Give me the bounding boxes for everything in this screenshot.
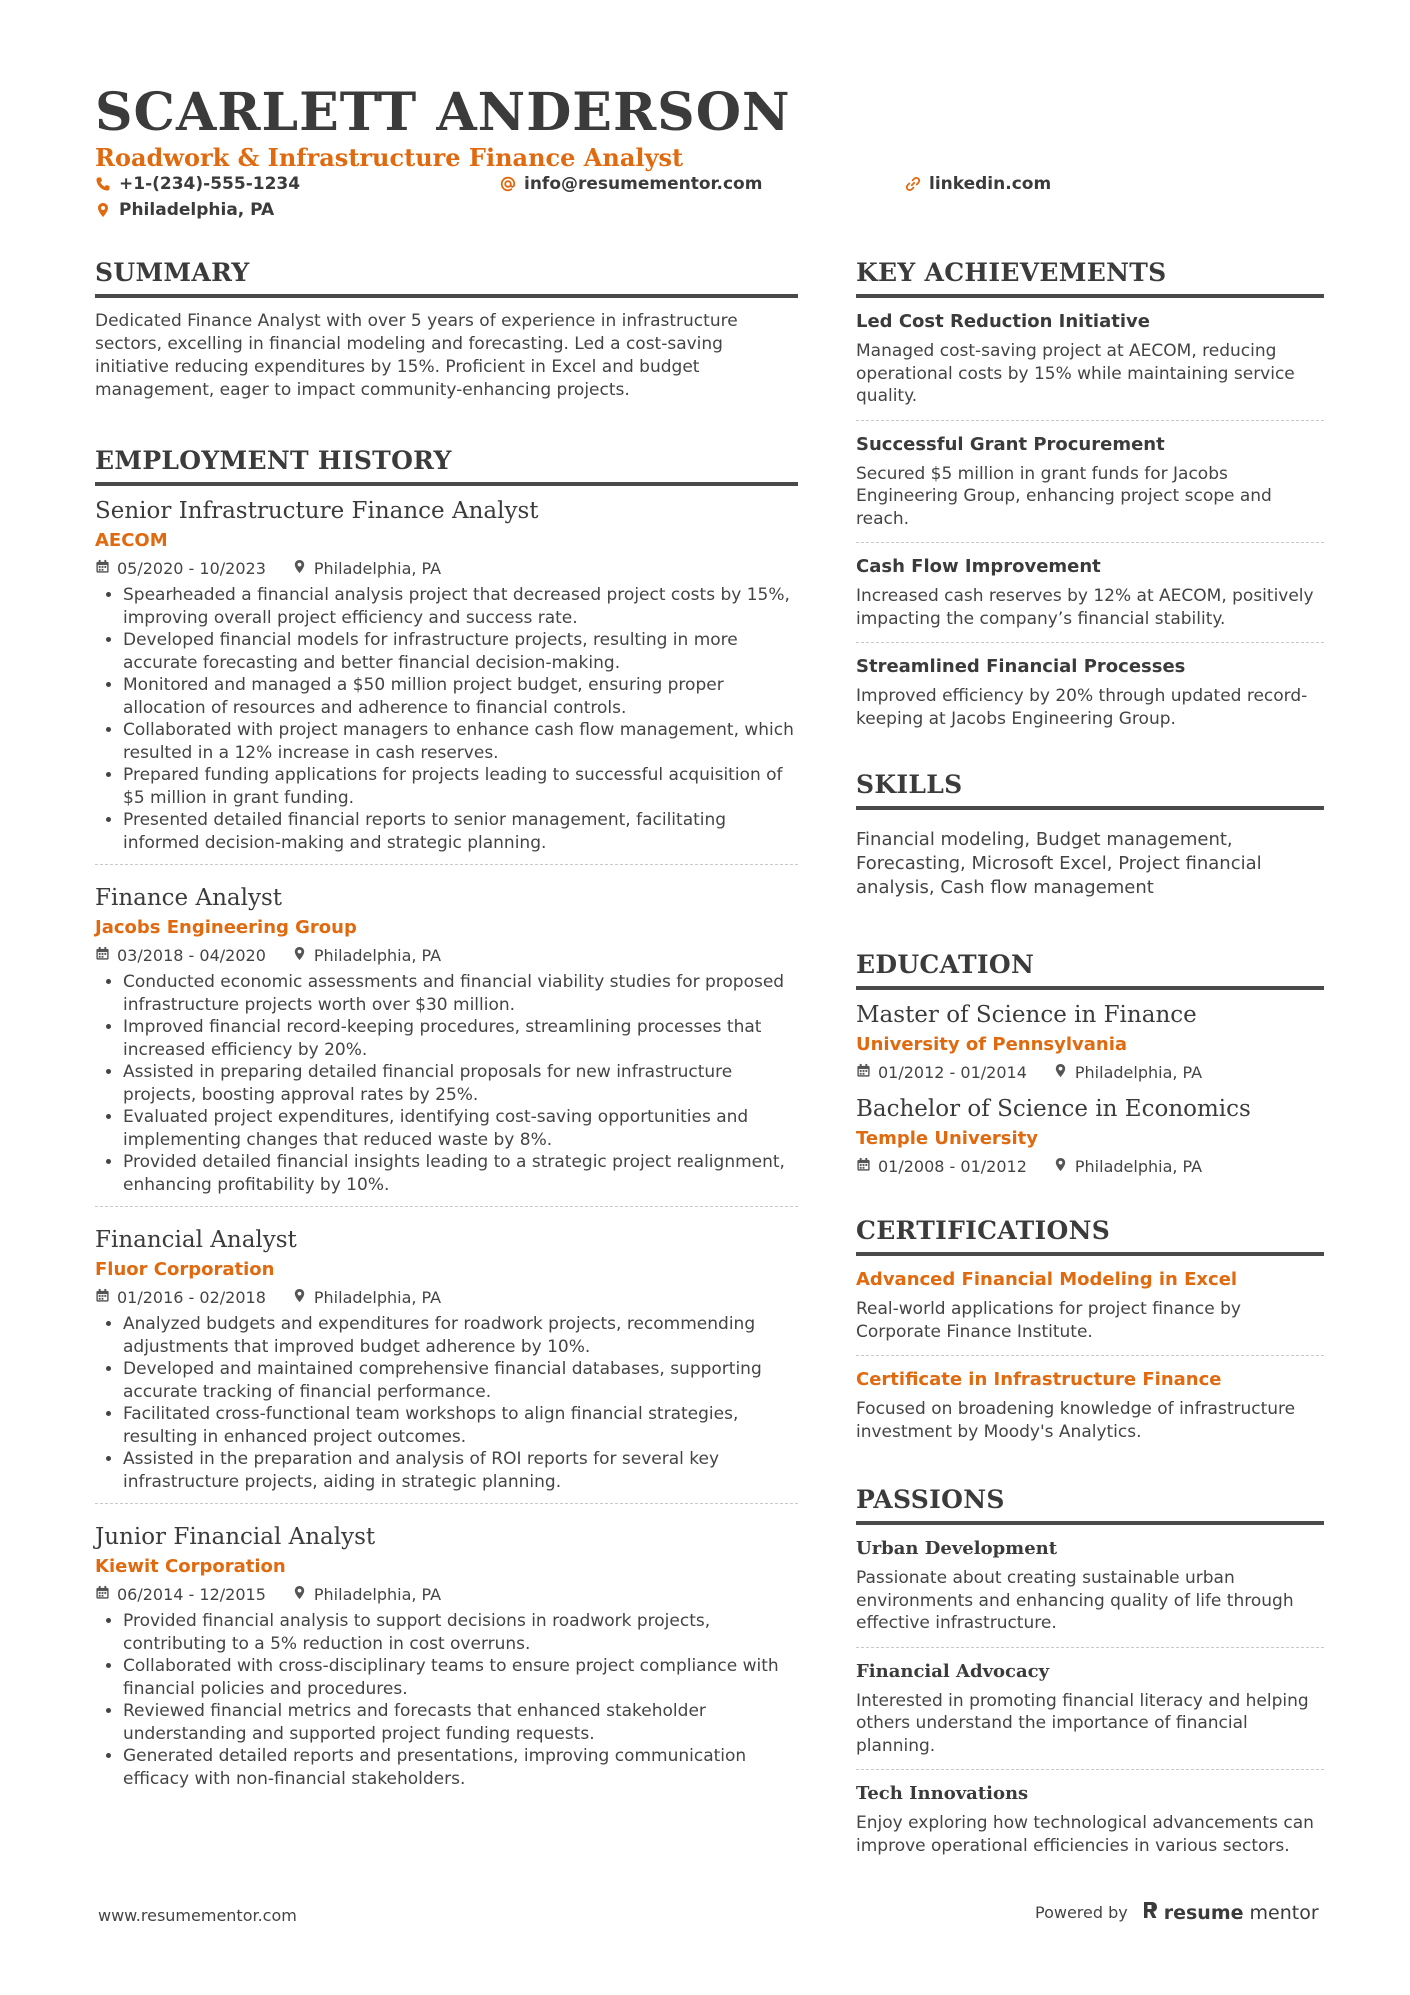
- achievement-desc: Managed cost-saving project at AECOM, reducing operational costs by 15% while maintaining service quality.: [856, 341, 1295, 406]
- company-name: Kiewit Corporation: [95, 1556, 286, 1577]
- date-item: [95, 945, 266, 967]
- bullet-item: • Collaborated with project managers to enhance cash flow management, which resulted in a 12% increase in cash reserves.: [123, 719, 798, 764]
- passions-list: [856, 1525, 1324, 1869]
- achievement-desc: Secured $5 million in grant funds for Jacobs Engineering Group, enhancing project scope and reach.: [856, 463, 1272, 529]
- summary-heading: SUMMARY: [95, 256, 798, 298]
- passion-title: Tech Innovations: [856, 1783, 1029, 1804]
- date-text: 03/2018 - 04/2020: [117, 946, 266, 965]
- location-pin-icon: [95, 202, 111, 218]
- date-text: 01/2012 - 01/2014: [878, 1063, 1027, 1082]
- right-column: [856, 256, 1324, 1869]
- calendar-icon: [95, 558, 110, 580]
- achievement-desc: Increased cash reserves by 12% at AECOM, positively impacting the company’s financial stability.: [856, 586, 1314, 629]
- job-entry: [95, 883, 798, 1215]
- location-item: [292, 558, 441, 580]
- certifications-list: [856, 1256, 1324, 1455]
- calendar-icon: [95, 945, 110, 967]
- brand-mark-icon: [1142, 1900, 1158, 1925]
- job-bullets: [95, 1610, 798, 1790]
- bullet-item: • Developed and maintained comprehensive financial databases, supporting accurate tracking of financial performance.: [123, 1358, 798, 1403]
- date-text: 01/2016 - 02/2018: [117, 1288, 266, 1307]
- email-text: info@resumementor.com: [524, 174, 763, 194]
- phone-icon: [95, 176, 111, 192]
- achievement-title: Successful Grant Procurement: [856, 433, 1165, 455]
- divider: [95, 864, 798, 865]
- location-text: Philadelphia, PA: [313, 1288, 442, 1307]
- bullet-item: • Analyzed budgets and expenditures for roadwork projects, recommending adjustments that improved budget adherence by 10%.: [123, 1313, 798, 1358]
- contact-location: [95, 198, 274, 222]
- bullet-item: • Monitored and managed a $50 million project budget, ensuring proper allocation of resources and adherence to financial controls.: [123, 674, 798, 719]
- bullet-item: • Assisted in the preparation and analysis of ROI reports for several key infrastructure projects, aiding in strategic planning.: [123, 1448, 798, 1493]
- job-entry: [95, 1225, 798, 1512]
- skills-heading: SKILLS: [856, 768, 1324, 810]
- bullet-item: • Collaborated with cross-disciplinary teams to ensure project compliance with financial policies and procedures.: [123, 1655, 798, 1700]
- powered-by-text: Powered by: [1035, 1903, 1128, 1922]
- passion-desc: Enjoy exploring how technological advancements can improve operational efficiencies in various sectors.: [856, 1813, 1314, 1856]
- achievements-list: [856, 298, 1324, 742]
- achievement-desc: Improved efficiency by 20% through updated record-keeping at Jacobs Engineering Group.: [856, 686, 1308, 729]
- passion-desc: Interested in promoting financial literacy and helping others understand the importance of financial planning.: [856, 1690, 1309, 1756]
- achievement-title: Cash Flow Improvement: [856, 556, 1101, 577]
- bullet-item: • Conducted economic assessments and financial viability studies for proposed infrastructure projects worth over $30 million.: [123, 971, 798, 1016]
- bullet-item: • Reviewed financial metrics and forecasts that enhanced stakeholder understanding and supported project funding requests.: [123, 1700, 798, 1745]
- school-name: University of Pennsylvania: [856, 1034, 1128, 1055]
- date-item: [95, 1584, 266, 1606]
- achievement-item: [856, 298, 1324, 421]
- job-title: Financial Analyst: [95, 1227, 297, 1253]
- achievement-item: [856, 643, 1324, 742]
- location-item: [292, 1584, 441, 1606]
- location-pin-icon: [292, 558, 307, 580]
- company-name: Fluor Corporation: [95, 1259, 275, 1280]
- certification-item: [856, 1256, 1324, 1356]
- link-icon: [905, 176, 921, 192]
- job-entry: [95, 496, 798, 873]
- location-pin-icon: [292, 1584, 307, 1606]
- contact-phone: [95, 172, 300, 196]
- calendar-icon: [856, 1062, 871, 1084]
- location-text: Philadelphia, PA: [313, 559, 442, 578]
- linkedin-text: linkedin.com: [929, 174, 1052, 194]
- employment-heading: EMPLOYMENT HISTORY: [95, 444, 798, 486]
- passion-item: [856, 1648, 1324, 1771]
- job-bullets: [95, 584, 798, 854]
- footer-website[interactable]: www.resumementor.com: [98, 1906, 297, 1925]
- passion-item: [856, 1525, 1324, 1648]
- location-text: Philadelphia, PA: [313, 946, 442, 965]
- location-text: Philadelphia, PA: [1074, 1157, 1203, 1176]
- school-name: Temple University: [856, 1128, 1039, 1149]
- location-text: Philadelphia, PA: [119, 200, 275, 220]
- education-item: [856, 1094, 1324, 1178]
- left-column: [95, 256, 798, 1798]
- location-item: [1053, 1062, 1202, 1084]
- location-text: Philadelphia, PA: [313, 1585, 442, 1604]
- location-item: [292, 945, 441, 967]
- divider: [95, 1206, 798, 1207]
- passion-desc: Passionate about creating sustainable urban environments and enhancing quality of life through effective infrastructure.: [856, 1568, 1294, 1633]
- location-pin-icon: [1053, 1156, 1068, 1178]
- meta-row: [95, 1287, 798, 1309]
- date-text: 05/2020 - 10/2023: [117, 559, 266, 578]
- certification-item: [856, 1356, 1324, 1455]
- certification-title: Certificate in Infrastructure Finance: [856, 1369, 1222, 1390]
- at-sign-icon: [500, 176, 516, 192]
- bullet-item: • Prepared funding applications for projects leading to successful acquisition of $5 million in grant funding.: [123, 764, 798, 809]
- phone-text: +1-(234)-555-1234: [119, 174, 301, 194]
- date-item: [95, 1287, 266, 1309]
- certifications-heading: CERTIFICATIONS: [856, 1214, 1324, 1256]
- education-item: [856, 1000, 1324, 1084]
- job-bullets: [95, 1313, 798, 1493]
- achievement-title: Streamlined Financial Processes: [856, 656, 1186, 677]
- company-name: AECOM: [95, 530, 168, 551]
- meta-row: [856, 1156, 1324, 1178]
- calendar-icon: [95, 1287, 110, 1309]
- passion-title: Financial Advocacy: [856, 1660, 1050, 1682]
- job-title: Senior Infrastructure Finance Analyst: [95, 498, 539, 524]
- summary-text: Dedicated Finance Analyst with over 5 years of experience in infrastructure sectors, excelling in financial modeling and forecasting. Led a cost-saving initiative reducing expenditures by 15%. Proficient in Excel and budget management, eager to impact community-enhancing projects.: [95, 311, 738, 400]
- meta-row: [95, 558, 798, 580]
- footer-powered: [1035, 1900, 1319, 1925]
- meta-row: [95, 945, 798, 967]
- location-item: [1053, 1156, 1202, 1178]
- bullet-item: • Assisted in preparing detailed financial proposals for new infrastructure projects, boosting approval rates by 25%.: [123, 1061, 798, 1106]
- calendar-icon: [856, 1156, 871, 1178]
- date-text: 06/2014 - 12/2015: [117, 1585, 266, 1604]
- candidate-role: Roadwork & Infrastructure Finance Analyst: [95, 143, 684, 172]
- bullet-item: • Evaluated project expenditures, identifying cost-saving opportunities and implementing changes that reduced waste by 8%.: [123, 1106, 798, 1151]
- certification-title: Advanced Financial Modeling in Excel: [856, 1269, 1238, 1290]
- degree-title: Bachelor of Science in Economics: [856, 1096, 1251, 1122]
- brand-name-a: resume: [1163, 1901, 1244, 1924]
- location-item: [292, 1287, 441, 1309]
- location-pin-icon: [292, 1287, 307, 1309]
- job-title: Finance Analyst: [95, 885, 282, 911]
- brand-logo[interactable]: [1142, 1900, 1319, 1925]
- date-item: [856, 1062, 1027, 1084]
- bullet-item: • Provided financial analysis to support decisions in roadwork projects, contributing to a 5% reduction in cost overruns.: [123, 1610, 798, 1655]
- passion-title: Urban Development: [856, 1538, 1058, 1559]
- degree-title: Master of Science in Finance: [856, 1002, 1197, 1028]
- contact-linkedin[interactable]: [905, 172, 1051, 196]
- contact-email[interactable]: [500, 172, 762, 196]
- bullet-item: • Improved financial record-keeping procedures, streamlining processes that increased efficiency by 20%.: [123, 1016, 798, 1061]
- passion-item: [856, 1770, 1324, 1869]
- education-list: [856, 1000, 1324, 1178]
- date-text: 01/2008 - 01/2012: [878, 1157, 1027, 1176]
- bullet-item: • Spearheaded a financial analysis project that decreased project costs by 15%, improving overall project efficiency and success rate.: [123, 584, 798, 629]
- location-pin-icon: [292, 945, 307, 967]
- employment-list: [95, 496, 798, 1798]
- bullet-item: • Developed financial models for infrastructure projects, resulting in more accurate forecasting and better financial decision-making.: [123, 629, 798, 674]
- job-title: Junior Financial Analyst: [95, 1524, 376, 1550]
- certification-desc: Focused on broadening knowledge of infrastructure investment by Moody's Analytics.: [856, 1399, 1296, 1442]
- passions-heading: PASSIONS: [856, 1483, 1324, 1525]
- divider: [95, 1503, 798, 1504]
- meta-row: [95, 1584, 798, 1606]
- date-item: [95, 558, 266, 580]
- calendar-icon: [95, 1584, 110, 1606]
- bullet-item: • Generated detailed reports and presentations, improving communication efficacy with non-financial stakeholders.: [123, 1745, 798, 1790]
- education-heading: EDUCATION: [856, 948, 1324, 990]
- location-text: Philadelphia, PA: [1074, 1063, 1203, 1082]
- achievement-item: [856, 543, 1324, 643]
- certification-desc: Real-world applications for project finance by Corporate Finance Institute.: [856, 1299, 1241, 1342]
- achievements-heading: KEY ACHIEVEMENTS: [856, 256, 1324, 298]
- meta-row: [856, 1062, 1324, 1084]
- job-bullets: [95, 971, 798, 1196]
- bullet-item: • Provided detailed financial insights leading to a strategic project realignment, enhancing profitability by 10%.: [123, 1151, 798, 1196]
- achievement-item: [856, 421, 1324, 544]
- candidate-name: SCARLETT ANDERSON: [95, 82, 791, 143]
- date-item: [856, 1156, 1027, 1178]
- achievement-title: Led Cost Reduction Initiative: [856, 311, 1150, 332]
- company-name: Jacobs Engineering Group: [95, 917, 357, 938]
- bullet-item: • Facilitated cross-functional team workshops to align financial strategies, resulting in enhanced project outcomes.: [123, 1403, 798, 1448]
- brand-name-b: mentor: [1249, 1901, 1319, 1924]
- job-entry: [95, 1522, 798, 1798]
- bullet-item: • Presented detailed financial reports to senior management, facilitating informed decision-making and strategic planning.: [123, 809, 798, 854]
- skills-text: Financial modeling, Budget management, Forecasting, Microsoft Excel, Project financial analysis, Cash flow management: [856, 829, 1262, 898]
- location-pin-icon: [1053, 1062, 1068, 1084]
